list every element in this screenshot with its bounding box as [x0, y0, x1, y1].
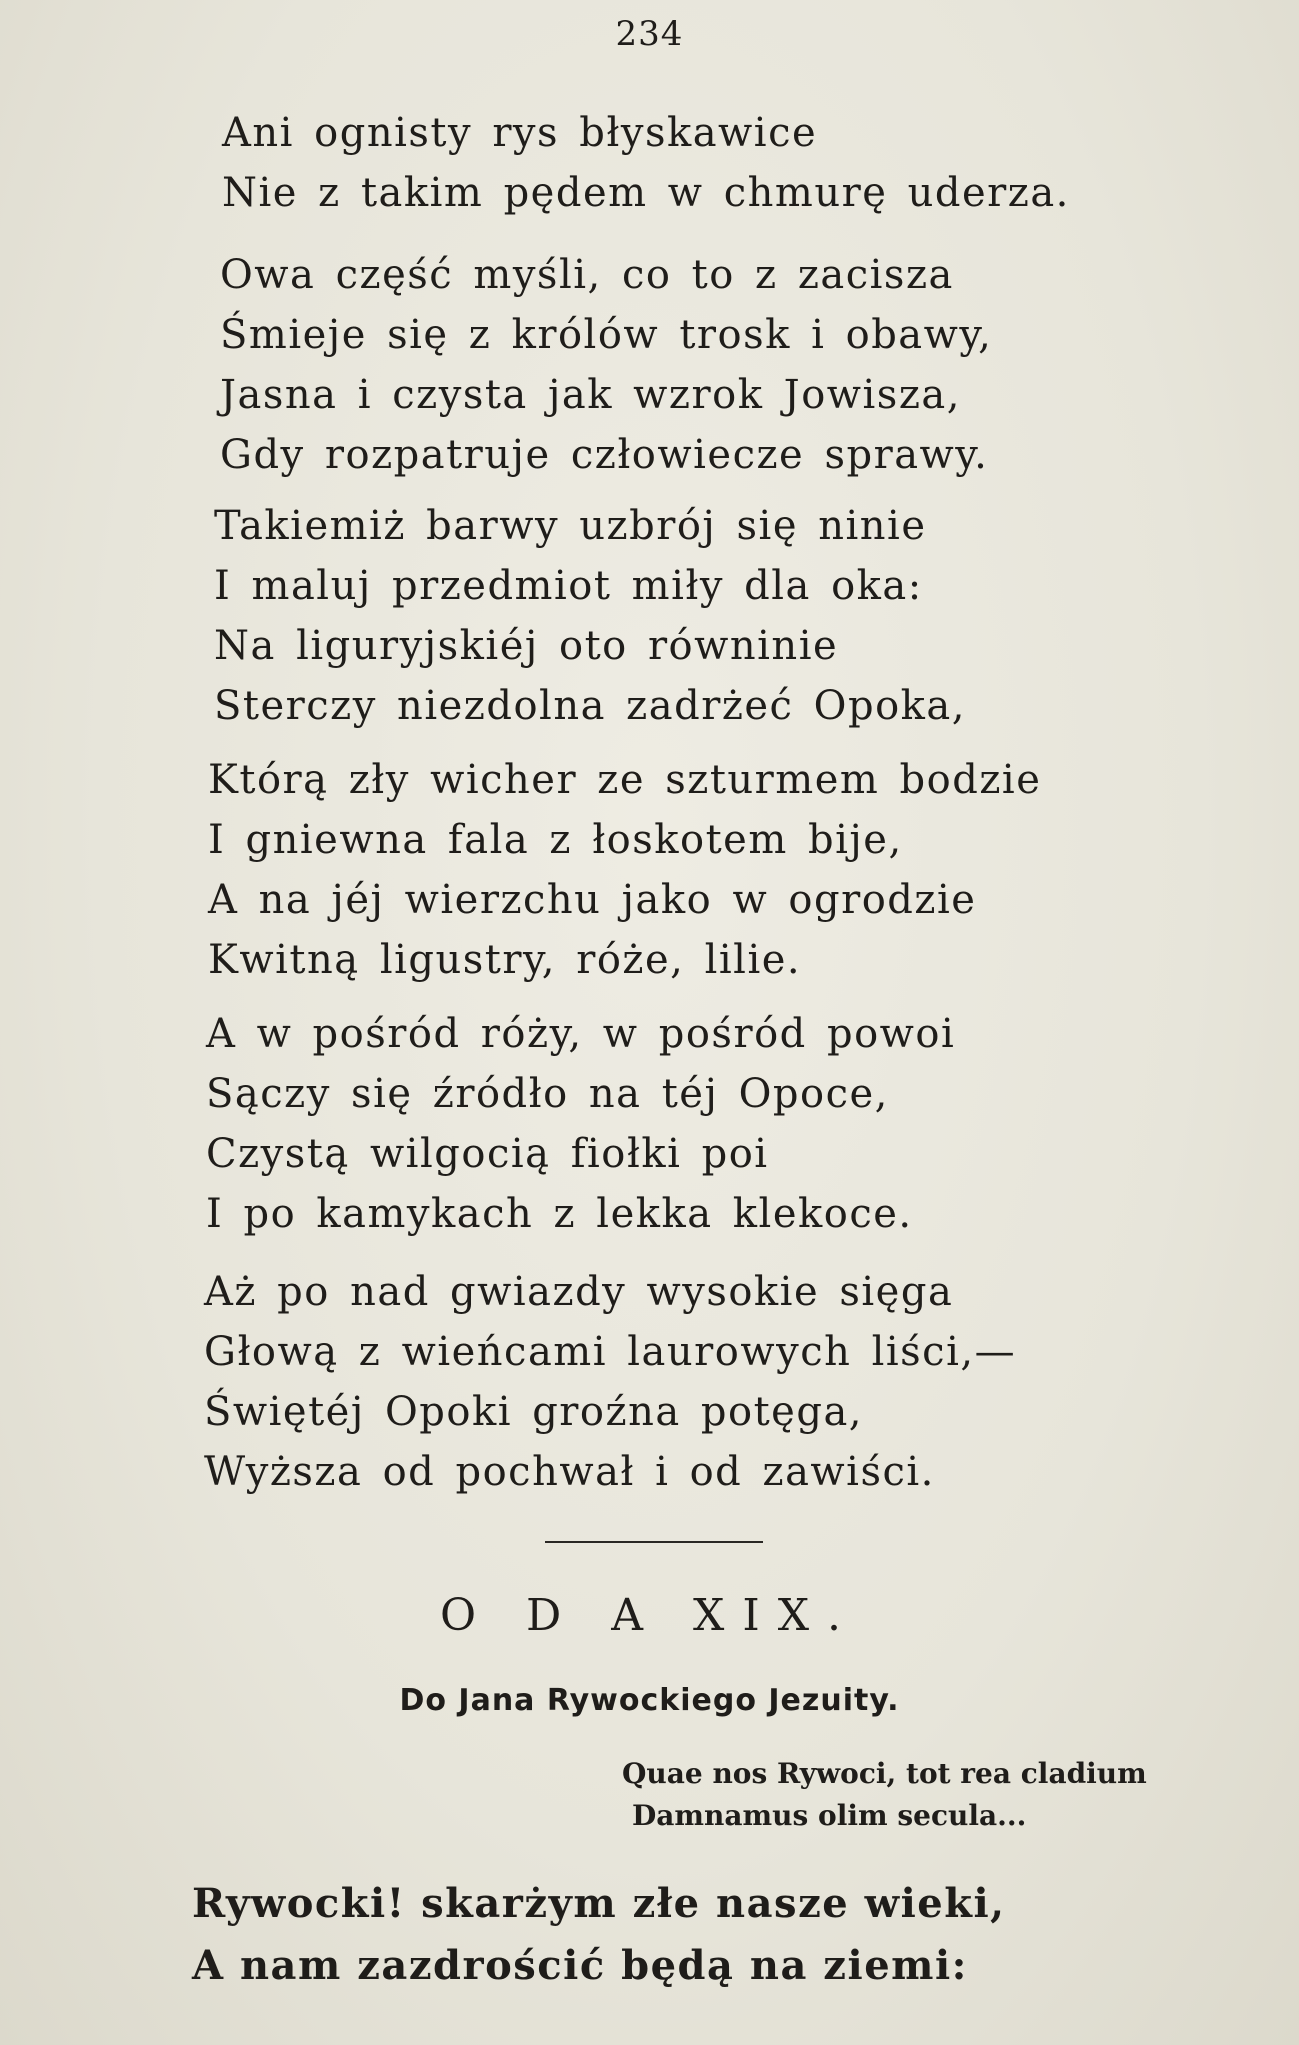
stanza [220, 245, 992, 485]
verse-line: Sączy się źródło na téj Opoce, [206, 1071, 889, 1117]
page-number: 234 [615, 14, 684, 54]
ode-subtitle: Do Jana Rywockiego Jezuity. [399, 1683, 900, 1718]
verse-line: Głową z wieńcami laurowych liści,— [204, 1329, 1017, 1375]
ode-opening-verse [192, 1873, 1006, 1997]
stanza [214, 496, 966, 736]
verse-line: Świętéj Opoki groźna potęga, [204, 1389, 864, 1435]
verse-line: Nie z takim pędem w chmurę uderza. [222, 170, 1070, 216]
verse-line: A na jéj wierzchu jako w ogrodzie [208, 877, 977, 923]
verse-line: Śmieje się z królów trosk i obawy, [220, 312, 993, 358]
verse-line: Aż po nad gwiazdy wysokie sięga [204, 1269, 954, 1315]
verse-line: Którą zły wicher ze szturmem bodzie [208, 757, 1042, 803]
epigraph-line: Quae nos Rywoci, tot rea cladium [622, 1757, 1147, 1790]
verse-line: Ani ognisty rys błyskawice [222, 110, 818, 156]
verse-line: Czystą wilgocią fiołki poi [206, 1131, 769, 1177]
verse-line: Jasna i czysta jak wzrok Jowisza, [220, 372, 961, 418]
verse-line: I gniewna fala z łoskotem bije, [208, 817, 903, 863]
stanza [206, 1004, 955, 1244]
verse-line: I po kamykach z lekka klekoce. [206, 1191, 913, 1237]
ode-title: O D A XIX. [439, 1590, 860, 1641]
verse-line: Gdy rozpatruje człowiecze sprawy. [220, 432, 989, 478]
stanza [222, 103, 1070, 223]
epigraph [622, 1753, 1147, 1837]
verse-line: Na liguryjskiéj oto równinie [214, 623, 839, 669]
stanza [204, 1262, 1016, 1502]
stanza [208, 750, 1041, 990]
verse-line: Owa część myśli, co to z zacisza [220, 252, 954, 298]
verse-line: I maluj przedmiot miły dla oka: [214, 563, 923, 609]
verse-line: Sterczy niezdolna zadrżeć Opoka, [214, 683, 966, 729]
verse-line: A nam zazdrościć będą na ziemi: [192, 1942, 968, 1989]
verse-line: Takiemiż barwy uzbrój się ninie [214, 503, 927, 549]
verse-line: Kwitną ligustry, róże, lilie. [208, 937, 802, 983]
verse-line: Wyższa od pochwał i od zawiści. [204, 1449, 935, 1495]
epigraph-line: Damnamus olim secula... [632, 1799, 1027, 1832]
verse-line: Rywocki! skarżym złe nasze wieki, [192, 1880, 1006, 1927]
verse-line: A w pośród róży, w pośród powoi [206, 1011, 956, 1057]
section-divider [545, 1541, 763, 1543]
